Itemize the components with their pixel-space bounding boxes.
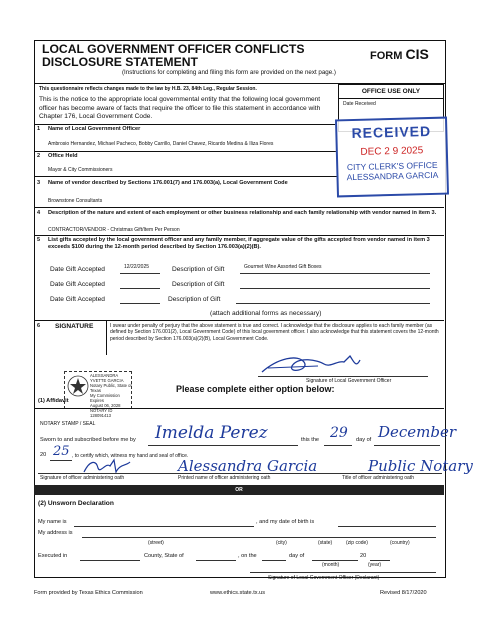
received-stamp [335, 117, 449, 198]
section1-number: 1 [37, 126, 41, 132]
section2-number: 2 [37, 153, 41, 159]
form-title: LOCAL GOVERNMENT OFFICER CONFLICTS [42, 42, 305, 56]
section4-number: 4 [37, 210, 41, 216]
on-the-label: , on the [238, 553, 257, 559]
declarant-sig-caption: Signature of Local Government Officer (Declarant) [268, 575, 380, 581]
form-code [370, 46, 429, 62]
sig-admin-caption: Signature of officer administering oath [40, 475, 125, 481]
gift1-date-label: Date Gift Accepted [50, 266, 105, 273]
section1-value: Ambrosio Hernandez, Michael Pacheco, Bobby Carrillo, Daniel Chavez, Ricardo Medina & Iliza Flores [48, 141, 274, 147]
printed-caption: Printed name of officer administering oath [178, 475, 271, 481]
year-caption: (year) [368, 562, 382, 568]
notary-stamp-label: NOTARY STAMP / SEAL [40, 421, 96, 427]
footer-center: www.ethics.state.tx.us [210, 590, 266, 596]
address-label: My address is [38, 530, 73, 536]
stamp-office: CITY CLERK'S OFFICE [346, 159, 438, 173]
day-number: 29 [330, 425, 348, 441]
gift2-desc-label: Description of Gift [172, 281, 225, 288]
day-of-label: day of [356, 437, 372, 443]
intro-notice: This is the notice to the appropriate local governmental entity that the following local government officer has become aware of facts that require the officer to file this statement in accordance with Chapter 176, Local Government Code. [39, 96, 321, 120]
section3-value: Brownstone Consultants [48, 198, 103, 204]
section1-label: Name of Local Government Officer [48, 126, 141, 132]
section2-value: Mayor & City Commissioners [48, 167, 113, 173]
attach-note: (attach additional forms as necessary) [210, 310, 322, 317]
form-label: FORM [370, 50, 403, 62]
seal-line2: Notary Public, State of Texas [90, 383, 132, 393]
county-label: County, State of [144, 553, 184, 559]
gift2-date-label: Date Gift Accepted [50, 281, 105, 288]
section6-text: I swear under penalty of perjury that the above statement is true and correct. I acknowledge that the disclosure applies to each family member (as defined by Section 176.001(2), Local Government Code) of this local government officer. I also acknowledge that this statement covers the 12-month period described by Section 176.003(a)(2)(B), Local Government Code. [110, 323, 439, 342]
sworn-text: Sworn to and subscribed before me by [40, 437, 136, 443]
section4-label: Description of the nature and extent of each employment or other business relationship and each family relationship with vendor named in item 3. [48, 210, 437, 216]
section2-label: Office Held [48, 153, 78, 159]
section3-number: 3 [37, 180, 41, 186]
sworn-name: Imelda Perez [155, 423, 268, 443]
officer-sig-caption: Signature of Local Government Officer [306, 378, 392, 384]
section5-number: 5 [37, 237, 41, 243]
my-name-label: My name is [38, 519, 67, 525]
form-subtitle: DISCLOSURE STATEMENT [42, 55, 198, 69]
certify-text: , to certify which, witness my hand and seal of office. [72, 453, 189, 459]
birth-label: , and my date of birth is [256, 519, 315, 525]
month-caption: (month) [322, 562, 340, 568]
notary-seal [64, 371, 132, 418]
seal-line5: NOTARY ID 128091413 [90, 408, 113, 418]
month-value: December [378, 423, 457, 441]
footer-right: Revised 8/17/2020 [380, 590, 427, 596]
stamp-received: RECEIVED [351, 122, 432, 142]
street-caption: (street) [148, 540, 164, 546]
seal-line3: My Commission Expires [90, 393, 120, 403]
section4-value: CONTRACTOR/VENDOR - Christmas Gift/Item Per Person [48, 227, 180, 233]
gift3-date-label: Date Gift Accepted [50, 296, 105, 303]
stamp-name: ALESSANDRA GARCIA [346, 169, 439, 183]
section5-label: List gifts accepted by the local government officer and any family member, if aggregate value of the gifts accepted from vendor named in item 3 exceeds $100 during the 12-month period described by Section 176.003(a)(2)(B). [48, 237, 430, 250]
or-divider: OR [34, 485, 444, 495]
city-caption: (city) [276, 540, 287, 546]
gift1-date: 12/22/2025 [124, 264, 150, 270]
unsworn-year-prefix: 20 [360, 553, 367, 559]
year-value: 25 [53, 444, 70, 459]
date-received-label: Date Received [343, 101, 376, 107]
bill-note: This questionnaire reflects changes made to the law by H.B. 23, 84th Leg., Regular Session. [39, 86, 257, 92]
officer-signature [258, 352, 368, 378]
gift1-desc: Gourmet Wine Assorted Gift Boxes [244, 264, 322, 270]
title-caption: Title of officer administering oath [342, 475, 414, 481]
executed-label: Executed in [38, 553, 68, 559]
year-prefix: 20 [40, 452, 47, 458]
footer-left: Form provided by Texas Ethics Commission [34, 590, 143, 596]
title-value: Public Notary [368, 457, 473, 475]
star-seal-icon [67, 375, 89, 397]
affidavit-label: (1) Affidavit [38, 398, 69, 404]
gift3-desc-label: Description of Gift [168, 296, 221, 303]
this-the-label: this the [301, 437, 320, 443]
zip-caption: (zip code) [346, 540, 368, 546]
unsworn-day-of-label: day of [289, 553, 305, 559]
complete-prompt: Please complete either option below: [176, 384, 335, 394]
office-use-heading: OFFICE USE ONLY [361, 88, 421, 95]
country-caption: (country) [390, 540, 410, 546]
unsworn-heading: (2) Unsworn Declaration [38, 500, 114, 507]
section6-number: 6 [37, 323, 41, 329]
instructions-note: (Instructions for completing and filing this form are provided on the next page.) [122, 69, 336, 76]
form-code-value: CIS [405, 46, 429, 62]
stamp-date: DEC 2 9 2025 [360, 145, 424, 158]
state-caption: (state) [318, 540, 333, 546]
section3-label: Name of vendor described by Sections 176.001(7) and 176.003(a), Local Government Code [48, 180, 288, 186]
gift1-desc-label: Description of Gift [172, 266, 225, 273]
printed-name: Alessandra Garcia [178, 457, 318, 475]
section6-label: SIGNATURE [55, 323, 94, 330]
seal-line4: August 06, 2028 [90, 403, 121, 408]
seal-name: ALESSANDRA YVETTE GARCIA [90, 373, 124, 383]
